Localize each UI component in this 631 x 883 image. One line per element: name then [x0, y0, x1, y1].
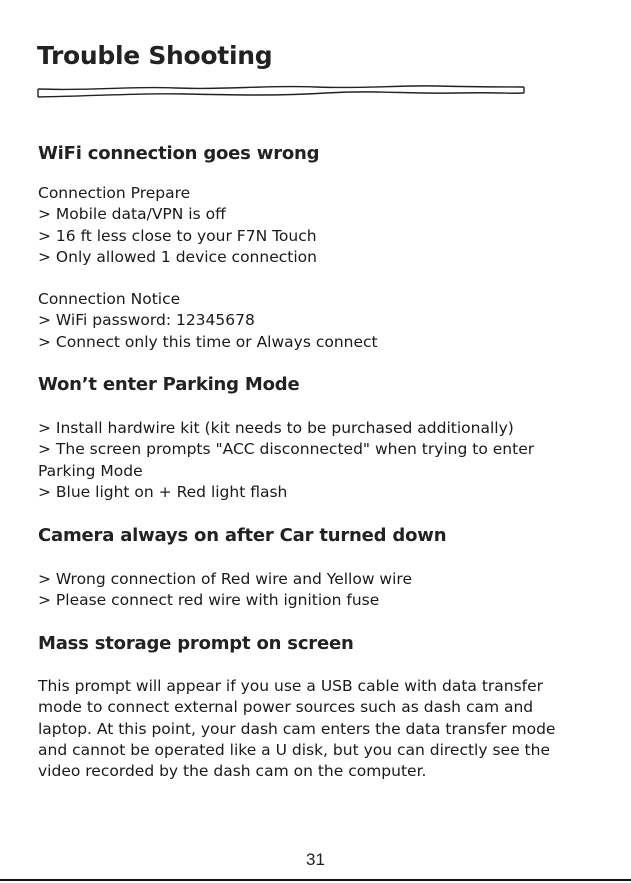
list-item: > Mobile data/VPN is off — [38, 205, 226, 224]
paragraph-line: laptop. At this point, your dash cam enters the data transfer mode — [38, 719, 556, 738]
paragraph-line: This prompt will appear if you use a USB cable with data transfer — [38, 677, 544, 695]
connection-prepare-block — [38, 183, 317, 268]
section-heading-camera-always-on: Camera always on after Car turned down — [38, 525, 447, 546]
wavy-divider — [36, 82, 526, 100]
list-item: > 16 ft less close to your F7N Touch — [38, 226, 317, 245]
paragraph-line: video recorded by the dash cam on the computer. — [38, 762, 427, 781]
bottom-rule — [0, 879, 631, 881]
page-title: Trouble Shooting — [37, 41, 273, 70]
list-item: > Install hardwire kit (kit needs to be purchased additionally) — [38, 419, 514, 437]
list-item: > Wrong connection of Red wire and Yellow wire — [38, 570, 412, 588]
subheading-connection-prepare: Connection Prepare — [38, 184, 191, 202]
section-heading-parking-mode: Won’t enter Parking Mode — [38, 374, 300, 395]
camera-always-on-block — [38, 569, 412, 612]
paragraph-line: mode to connect external power sources such as dash cam and — [38, 698, 534, 717]
list-item: > The screen prompts "ACC disconnected" when trying to enter — [38, 440, 535, 459]
list-item: > WiFi password: 12345678 — [38, 311, 255, 330]
section-heading-mass-storage: Mass storage prompt on screen — [38, 633, 354, 654]
paragraph-line: and cannot be operated like a U disk, but you can directly see the — [38, 740, 550, 759]
list-item: Parking Mode — [38, 461, 143, 480]
list-item: > Blue light on + Red light flash — [38, 482, 288, 501]
page-number: 31 — [306, 850, 325, 869]
parking-mode-block — [38, 418, 534, 503]
mass-storage-paragraph — [38, 676, 555, 782]
list-item: > Please connect red wire with ignition fuse — [38, 591, 380, 610]
section-heading-wifi: WiFi connection goes wrong — [38, 143, 320, 164]
list-item: > Only allowed 1 device connection — [38, 247, 317, 266]
list-item: > Connect only this time or Always connect — [38, 332, 378, 351]
connection-notice-block — [38, 289, 378, 353]
subheading-connection-notice: Connection Notice — [38, 290, 181, 308]
